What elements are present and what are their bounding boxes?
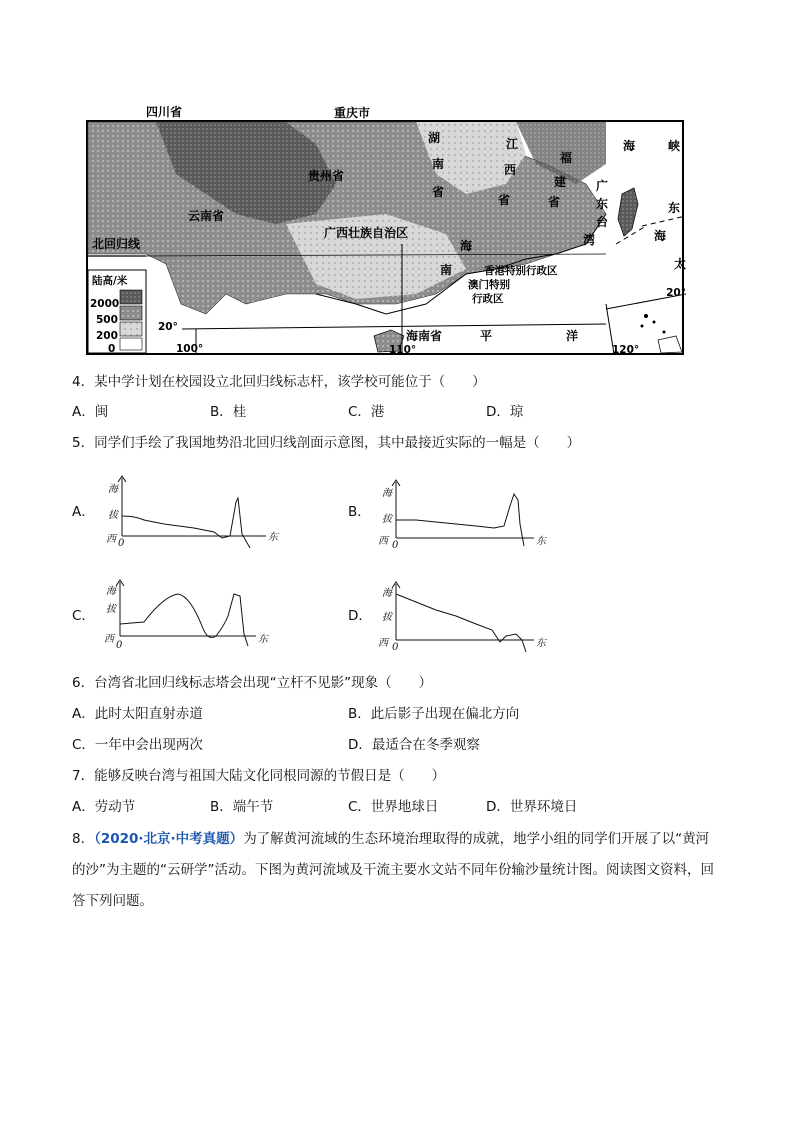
label-ping-ocean: 海 bbox=[654, 229, 667, 243]
label-jian: 建 bbox=[554, 175, 567, 189]
profile-c-zero: 0 bbox=[116, 640, 123, 651]
label-sheng-3: 省 bbox=[548, 195, 561, 209]
q5-option-d[interactable]: D． bbox=[348, 608, 372, 624]
lon-100: 100° bbox=[176, 343, 204, 355]
label-wan: 东 bbox=[596, 197, 609, 211]
profile-b-ba: 拔 bbox=[382, 514, 392, 525]
map-svg bbox=[86, 104, 686, 356]
label-yunnan: 云南省 bbox=[188, 209, 225, 223]
label-dong-sea-2: 峡 bbox=[668, 139, 681, 153]
label-yang-ocean: 太 bbox=[674, 257, 686, 271]
q8-number: 8． bbox=[72, 831, 95, 847]
label-guizhou: 贵州省 bbox=[308, 169, 345, 183]
lon-110: 110° bbox=[389, 344, 417, 356]
label-nan: 南 bbox=[432, 157, 445, 171]
profile-b-zero: 0 bbox=[392, 540, 399, 551]
q6-option-b[interactable]: B．此后影子出现在偏北方向 bbox=[348, 706, 520, 722]
q6-option-a[interactable]: A．此时太阳直射赤道 bbox=[72, 706, 203, 722]
label-dong-sea-1: 海 bbox=[623, 139, 636, 153]
legend-500: 500 bbox=[96, 314, 118, 326]
legend-title: 陆高/米 bbox=[92, 275, 128, 287]
q4-stem: 4．某中学计划在校园设立北回归线标志杆，该学校可能位于（ ） bbox=[72, 374, 486, 390]
label-tai-ocean: 东 bbox=[668, 201, 681, 215]
lon-120: 120° bbox=[612, 344, 640, 356]
q8-paragraph bbox=[72, 824, 722, 917]
label-hai: 台 bbox=[596, 215, 609, 229]
label-nanhai-2: 洋 bbox=[566, 329, 579, 343]
profile-b-east: 东 bbox=[536, 536, 546, 547]
profile-d[interactable] bbox=[376, 580, 556, 660]
profile-b-hai: 海 bbox=[382, 488, 392, 499]
q4-option-c[interactable]: C．港 bbox=[348, 404, 385, 420]
q5-option-b[interactable]: B． bbox=[348, 504, 371, 520]
q5-option-a[interactable]: A． bbox=[72, 504, 95, 520]
label-chongqing: 重庆市 bbox=[334, 106, 371, 120]
label-guangdong-dong: 海 bbox=[460, 239, 473, 253]
q8-source: （2020·北京·中考真题） bbox=[94, 831, 244, 847]
q6-option-c[interactable]: C．一年中会出现两次 bbox=[72, 737, 203, 753]
q4-option-d[interactable]: D．琼 bbox=[486, 404, 524, 420]
lat-20-left: 20° bbox=[158, 321, 178, 333]
label-hainan: 海南省 bbox=[406, 329, 443, 343]
legend-0: 0 bbox=[108, 343, 116, 355]
q4-option-b[interactable]: B．桂 bbox=[210, 404, 247, 420]
profile-c-ba: 拔 bbox=[106, 604, 116, 615]
profile-a-zero: 0 bbox=[118, 538, 125, 549]
q7-option-b[interactable]: B．端午节 bbox=[210, 799, 274, 815]
q8-text: 为了解黄河流域的生态环境治理取得的成就，地学小组的同学们开展了以“黄河的沙”为主题的“云研学”活动。下图为黄河流域及干流主要水文站不同年份输沙量统计图。阅读图文资料，回答下列问题。 bbox=[72, 831, 714, 909]
profile-b-west: 西 bbox=[378, 536, 388, 547]
profile-c-hai: 海 bbox=[106, 586, 116, 597]
label-xia: 湾 bbox=[583, 233, 596, 247]
profile-d-zero: 0 bbox=[392, 642, 399, 653]
q4-option-a[interactable]: A．闽 bbox=[72, 404, 109, 420]
profile-a-ba: 拔 bbox=[108, 510, 118, 521]
legend-200: 200 bbox=[96, 330, 118, 342]
q6-stem: 6．台湾省北回归线标志塔会出现“立杆不见影”现象（ ） bbox=[72, 675, 433, 691]
label-sheng-1: 省 bbox=[432, 185, 445, 199]
map-figure bbox=[86, 104, 686, 356]
label-sheng-2: 省 bbox=[498, 193, 511, 207]
profile-d-west: 西 bbox=[378, 638, 388, 649]
profile-b[interactable] bbox=[376, 476, 556, 556]
q5-option-c[interactable]: C． bbox=[72, 608, 95, 624]
profile-a-east: 东 bbox=[268, 532, 278, 543]
profile-a-west: 西 bbox=[106, 534, 116, 545]
label-sichuan: 四川省 bbox=[146, 105, 183, 119]
q6-option-d[interactable]: D．最适合在冬季观察 bbox=[348, 737, 480, 753]
label-hongkong: 香港特别行政区 bbox=[484, 265, 558, 277]
q7-option-d[interactable]: D．世界环境日 bbox=[486, 799, 578, 815]
label-guangxi: 广西壮族自治区 bbox=[324, 226, 409, 240]
profile-a-hai: 海 bbox=[108, 484, 118, 495]
lat-20-right: 20° bbox=[666, 287, 686, 299]
label-xi: 西 bbox=[504, 163, 517, 177]
label-hu: 湖 bbox=[428, 131, 441, 145]
profile-a[interactable] bbox=[104, 472, 284, 552]
profile-d-ba: 拔 bbox=[382, 612, 392, 623]
label-tropic: 北回归线 bbox=[92, 237, 141, 251]
label-tai: 广 bbox=[596, 179, 609, 193]
legend-2000: 2000 bbox=[90, 298, 120, 310]
q7-option-a[interactable]: A．劳动节 bbox=[72, 799, 136, 815]
q7-stem: 7．能够反映台湾与祖国大陆文化同根同源的节假日是（ ） bbox=[72, 768, 446, 784]
label-guangdong-guang: 南 bbox=[440, 263, 453, 277]
q7-option-c[interactable]: C．世界地球日 bbox=[348, 799, 439, 815]
label-macau-2: 行政区 bbox=[472, 293, 504, 305]
profile-c-west: 西 bbox=[104, 634, 114, 645]
profile-c-east: 东 bbox=[258, 634, 268, 645]
profile-d-east: 东 bbox=[536, 638, 546, 649]
profile-d-hai: 海 bbox=[382, 588, 392, 599]
label-nanhai-1: 平 bbox=[480, 329, 493, 343]
profile-c[interactable] bbox=[104, 576, 284, 656]
label-jiang: 江 bbox=[506, 137, 519, 151]
q5-stem: 5．同学们手绘了我国地势沿北回归线剖面示意图，其中最接近实际的一幅是（ ） bbox=[72, 435, 581, 451]
label-macau-1: 澳门特别 bbox=[468, 279, 510, 291]
label-fu: 福 bbox=[560, 151, 573, 165]
